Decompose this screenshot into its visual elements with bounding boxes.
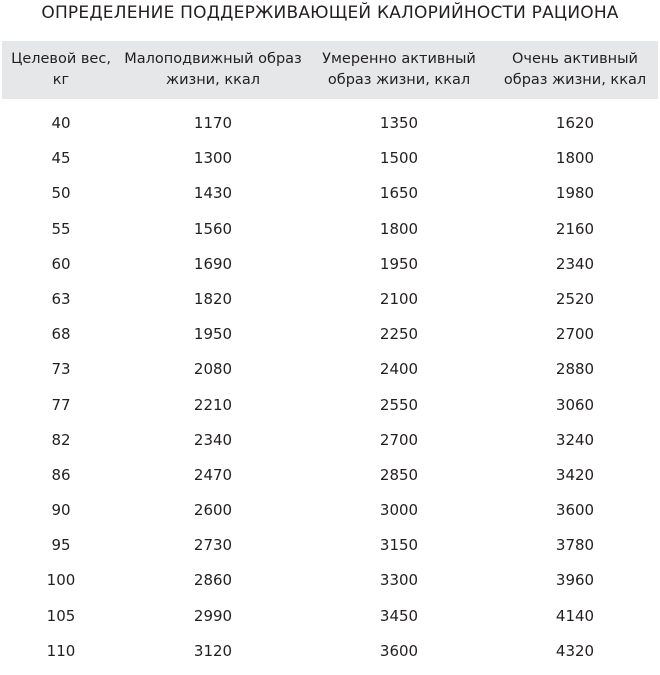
cell-weight: 50 bbox=[51, 184, 71, 203]
cell-very-active: 2160 bbox=[555, 219, 595, 238]
header-very-active bbox=[492, 41, 658, 99]
table-row bbox=[2, 176, 658, 211]
table-row bbox=[2, 634, 658, 669]
cell-very-active: 2880 bbox=[555, 360, 595, 379]
table-row bbox=[2, 423, 658, 458]
cell-weight: 86 bbox=[51, 465, 71, 484]
cell-sedentary: 2210 bbox=[193, 395, 233, 414]
header-label: Очень активный образ жизни, ккал bbox=[503, 51, 647, 88]
cell-weight: 68 bbox=[51, 325, 71, 344]
cell-weight: 45 bbox=[51, 149, 71, 168]
cell-sedentary: 1170 bbox=[193, 114, 233, 132]
cell-sedentary: 2860 bbox=[193, 571, 233, 590]
cell-sedentary: 2340 bbox=[193, 430, 233, 449]
cell-moderate: 3450 bbox=[379, 606, 419, 625]
cell-moderate: 3150 bbox=[379, 536, 419, 555]
cell-moderate: 2700 bbox=[379, 430, 419, 449]
table-row bbox=[2, 458, 658, 493]
table-header bbox=[2, 41, 658, 99]
header-moderately-active bbox=[306, 41, 492, 99]
cell-very-active: 4320 bbox=[555, 641, 595, 660]
table-row bbox=[2, 317, 658, 352]
cell-moderate: 3300 bbox=[379, 571, 419, 590]
header-label: Умеренно активный образ жизни, ккал bbox=[322, 51, 476, 88]
cell-sedentary: 2730 bbox=[193, 536, 233, 555]
cell-moderate: 2100 bbox=[379, 289, 419, 308]
header-label: Малоподвижный образ жизни, ккал bbox=[124, 51, 302, 88]
cell-very-active: 3240 bbox=[555, 430, 595, 449]
cell-sedentary: 2470 bbox=[193, 465, 233, 484]
table-row bbox=[2, 352, 658, 387]
cell-very-active: 3780 bbox=[555, 536, 595, 555]
table-row bbox=[2, 528, 658, 563]
table-row bbox=[2, 493, 658, 528]
cell-very-active: 4140 bbox=[555, 606, 595, 625]
table-row bbox=[2, 388, 658, 423]
cell-weight: 73 bbox=[51, 360, 71, 379]
table-row bbox=[2, 141, 658, 176]
cell-weight: 90 bbox=[51, 501, 71, 520]
cell-moderate: 1950 bbox=[379, 254, 419, 273]
cell-very-active: 2520 bbox=[555, 289, 595, 308]
header-label: Целевой вес, кг bbox=[11, 51, 111, 88]
cell-very-active: 1620 bbox=[555, 114, 595, 132]
cell-very-active: 3060 bbox=[555, 395, 595, 414]
cell-weight: 110 bbox=[46, 641, 76, 660]
cell-very-active: 3420 bbox=[555, 465, 595, 484]
cell-sedentary: 2600 bbox=[193, 501, 233, 520]
cell-sedentary: 1560 bbox=[193, 219, 233, 238]
cell-weight: 40 bbox=[51, 114, 71, 132]
cell-very-active: 1800 bbox=[555, 149, 595, 168]
cell-moderate: 1500 bbox=[379, 149, 419, 168]
page-title: ОПРЕДЕЛЕНИЕ ПОДДЕРЖИВАЮЩЕЙ КАЛОРИЙНОСТИ РАЦИОНА bbox=[41, 3, 619, 23]
cell-moderate: 2850 bbox=[379, 465, 419, 484]
cell-weight: 77 bbox=[51, 395, 71, 414]
cell-moderate: 2400 bbox=[379, 360, 419, 379]
cell-weight: 100 bbox=[46, 571, 76, 590]
cell-moderate: 3000 bbox=[379, 501, 419, 520]
cell-weight: 82 bbox=[51, 430, 71, 449]
cell-very-active: 2700 bbox=[555, 325, 595, 344]
table-row bbox=[2, 599, 658, 634]
table-body bbox=[2, 106, 658, 669]
cell-weight: 60 bbox=[51, 254, 71, 273]
cell-moderate: 1350 bbox=[379, 114, 419, 132]
cell-sedentary: 3120 bbox=[193, 641, 233, 660]
cell-very-active: 3600 bbox=[555, 501, 595, 520]
cell-sedentary: 1820 bbox=[193, 289, 233, 308]
cell-very-active: 3960 bbox=[555, 571, 595, 590]
cell-sedentary: 1430 bbox=[193, 184, 233, 203]
table-row bbox=[2, 212, 658, 247]
cell-moderate: 1800 bbox=[379, 219, 419, 238]
cell-sedentary: 1950 bbox=[193, 325, 233, 344]
cell-moderate: 2550 bbox=[379, 395, 419, 414]
table-row bbox=[2, 106, 658, 141]
header-sedentary bbox=[120, 41, 306, 99]
table-row bbox=[2, 563, 658, 598]
table-row bbox=[2, 247, 658, 282]
cell-sedentary: 1300 bbox=[193, 149, 233, 168]
cell-weight: 95 bbox=[51, 536, 71, 555]
table-row bbox=[2, 282, 658, 317]
header-target-weight bbox=[2, 41, 120, 99]
cell-weight: 105 bbox=[46, 606, 76, 625]
cell-moderate: 2250 bbox=[379, 325, 419, 344]
cell-sedentary: 2990 bbox=[193, 606, 233, 625]
cell-weight: 55 bbox=[51, 219, 71, 238]
cell-moderate: 3600 bbox=[379, 641, 419, 660]
cell-very-active: 1980 bbox=[555, 184, 595, 203]
cell-weight: 63 bbox=[51, 289, 71, 308]
cell-sedentary: 2080 bbox=[193, 360, 233, 379]
cell-moderate: 1650 bbox=[379, 184, 419, 203]
cell-sedentary: 1690 bbox=[193, 254, 233, 273]
cell-very-active: 2340 bbox=[555, 254, 595, 273]
